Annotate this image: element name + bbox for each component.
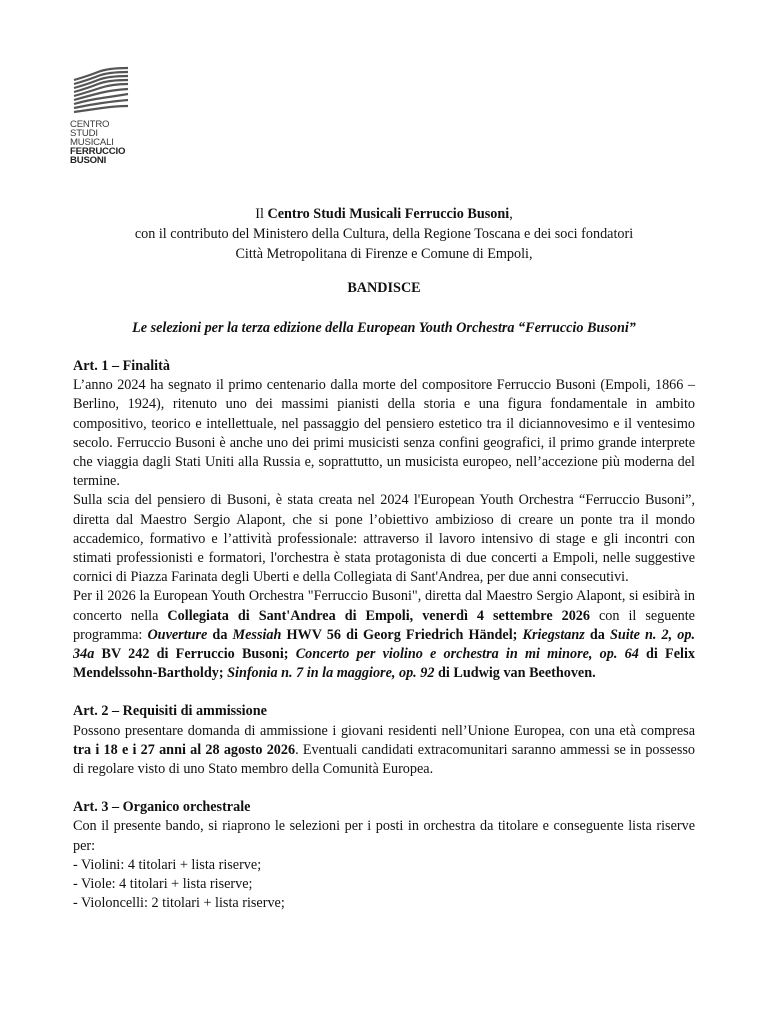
header-line-1: Il Centro Studi Musicali Ferruccio Busoni, [255,206,513,222]
art1-paragraph-2: Sulla scia del pensiero di Busoni, è stata creata nel 2024 l'European Youth Orchestra “Ferruccio Busoni”, diretta dal Maestro Sergio Alapont, che si pone l’obiettivo ambizioso di creare un ponte tra il mondo accademico, formativo e l’attività professionale: attraverso il lavoro intensivo di stage e gli incontri con stimati professionisti e formatori, l'orchestra è stata protagonista di due concerti a Empoli, nelle suggestive cornici di Piazza Farinata degli Uberti e della Collegiata di Sant'Andrea, per due anni consecutivi. [73,492,695,586]
document-subtitle: Le selezioni per la terza edizione della European Youth Orchestra “Ferruccio Busoni” [132,320,636,336]
header-line-2: con il contributo del Ministero della Cultura, della Regione Toscana e dei soci fondatori [134,226,634,242]
art3-paragraph: Con il presente bando, si riaprono le selezioni per i posti in orchestra da titolare e conseguente lista riserve per: [73,818,695,854]
art1-paragraph-3: Per il 2026 la European Youth Orchestra "Ferruccio Busoni", diretta dal Maestro Sergio Alapont, si esibirà in concerto nella Collegiata di Sant'Andrea di Empoli, venerdì 4 settembre 2026 con il seguente programma: Ouverture da Messiah HWV 56 di Georg Friedrich Händel; Kriegstanz da Suite n. 2, op. 34a BV 242 di Ferruccio Busoni; Concerto per violino e orchestra in mi minore, op. 64 di Felix Mendelssohn-Bartholdy; Sinfonia n. 7 in la maggiore, op. 92 di Ludwig van Beethoven. [73,588,695,682]
logo-line-3: MUSICALI [70,137,114,148]
list-item: - Viole: 4 titolari + lista riserve; [73,876,253,893]
instrument-list [73,856,695,914]
logo-line-1: CENTRO [70,119,110,130]
art1-title: Art. 1 – Finalità [73,358,170,374]
art3-title: Art. 3 – Organico orchestrale [73,799,251,816]
art2-paragraph: Possono presentare domanda di ammissione i giovani residenti nell’Unione Europea, con una età compresa tra i 18 e i 27 anni al 28 agosto 2026. Eventuali candidati extracomunitari saranno ammessi se in possesso di regolare visto di uno Stato membro della Comunità Europea. [73,722,695,778]
document-body [73,357,695,913]
logo-line-4: FERRUCCIO [70,146,126,157]
list-item: - Violini: 4 titolari + lista riserve; [73,856,262,873]
document-header [0,204,768,264]
wave-lines-logo-icon [70,66,132,116]
list-item: - Violoncelli: 2 titolari + lista riserve; [73,895,285,912]
bandisce-heading: BANDISCE [347,280,421,296]
art2-title: Art. 2 – Requisiti di ammissione [73,703,267,720]
logo-line-2: STUDI [70,128,98,139]
header-line-3: Città Metropolitana di Firenze e Comune di Empoli, [235,246,533,262]
organization-name: Centro Studi Musicali Ferruccio Busoni [267,206,510,222]
centro-busoni-logo [70,66,140,165]
art1-paragraph-1: L’anno 2024 ha segnato il primo centenario dalla morte del compositore Ferruccio Busoni (Empoli, 1866 – Berlino, 1924), ritenuto uno dei massimi pianisti della storia e una figura fondamentale in ambito compositivo, teorico e intellettuale, nel passaggio del pensiero estetico tra il diciannovesimo e il ventesimo secolo. Ferruccio Busoni è anche uno dei primi musicisti senza confini geografici, il primo grande interprete che viaggia dagli Stati Uniti alla Russia e, soprattutto, un musicista europeo, nell’accezione più moderna del termine. [73,377,695,490]
logo-line-5: BUSONI [70,155,107,166]
